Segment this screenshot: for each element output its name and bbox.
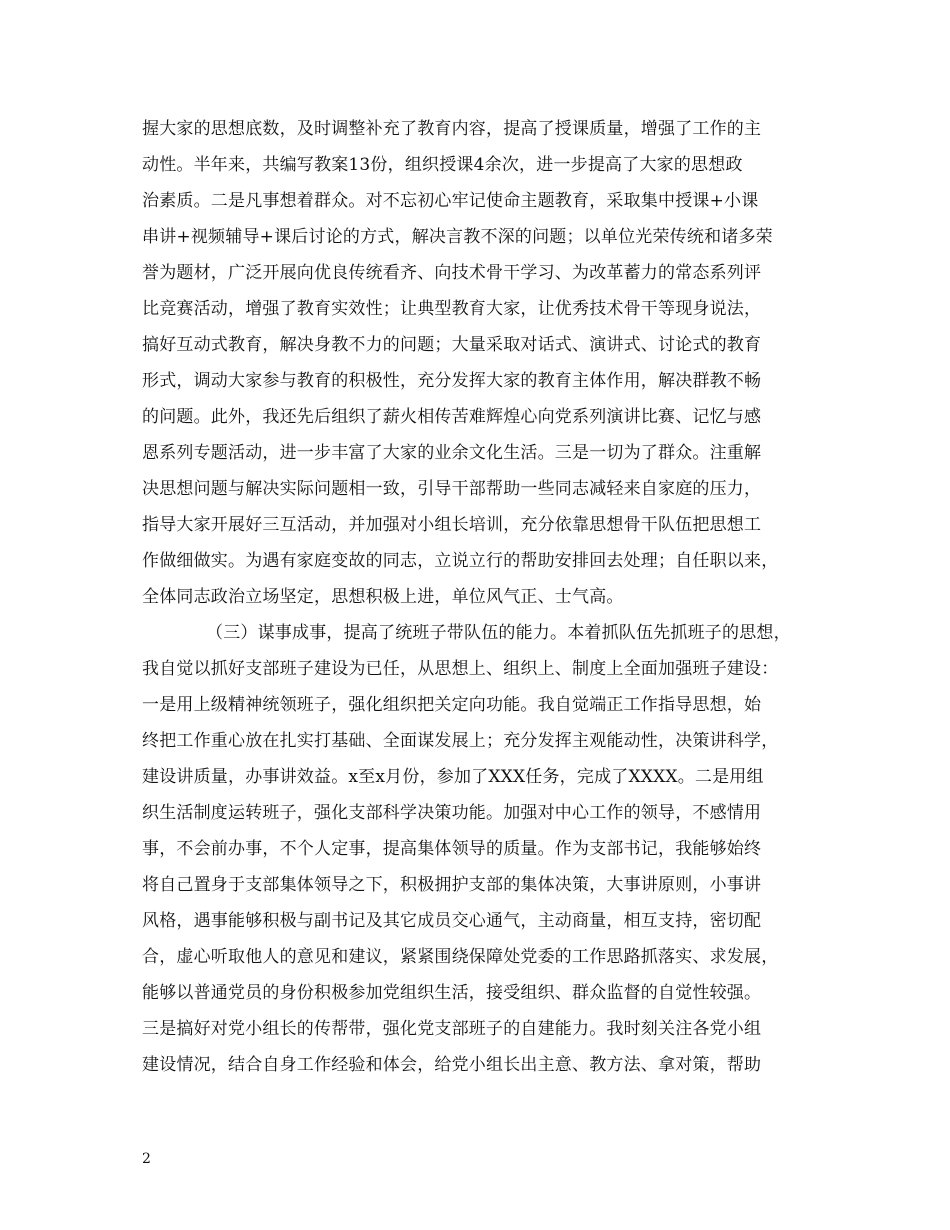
text-line: 事，不会前办事，不个人定事，提高集体领导的质量。作为支部书记，我能够始终: [142, 839, 762, 859]
text-line: 搞好互动式教育，解决身教不力的问题；大量采取对话式、演讲式、讨论式的教育: [142, 335, 762, 355]
text-line: 的问题。此外，我还先后组织了薪火相传苦难辉煌心向党系列演讲比赛、记忆与感: [142, 407, 762, 427]
text-line: 决思想问题与解决实际问题相一致，引导干部帮助一些同志减轻来自家庭的压力，: [142, 479, 762, 499]
text-line: 能够以普通党员的身份积极参加党组织生活，接受组织、群众监督的自觉性较强。: [142, 983, 762, 1003]
text-line: 誉为题材，广泛开展向优良传统看齐、向技术骨干学习、为改革蓄力的常态系列评: [142, 263, 762, 283]
section-heading-line: （三）谋事成事，提高了统班子带队伍的能力。本着抓队伍先抓班子的思想，: [206, 623, 791, 643]
text-line: 作做细做实。为遇有家庭变故的同志，立说立行的帮助安排回去处理；自任职以来，: [142, 551, 779, 571]
text-line: 织生活制度运转班子，强化支部科学决策功能。加强对中心工作的领导，不感情用: [142, 803, 762, 823]
text-line: 恩系列专题活动，进一步丰富了大家的业余文化生活。三是一切为了群众。注重解: [142, 443, 762, 463]
text-line: 指导大家开展好三互活动，并加强对小组长培训，充分依靠思想骨干队伍把思想工: [142, 515, 762, 535]
text-line: 全体同志政治立场坚定，思想积极上进，单位风气正、士气高。: [142, 587, 624, 607]
text-line: 合，虚心听取他人的意见和建议，紧紧围绕保障处党委的工作思路抓落实、求发展，: [142, 947, 779, 967]
text-line: 风格，遇事能够积极与副书记及其它成员交心通气，主动商量，相互支持，密切配: [142, 911, 762, 931]
text-line: 形式，调动大家参与教育的积极性，充分发挥大家的教育主体作用，解决群教不畅: [142, 371, 762, 391]
text-line: 终把工作重心放在扎实打基础、全面谋发展上；充分发挥主观能动性，决策讲科学，: [142, 731, 779, 751]
text-line: 串讲+视频辅导+课后讨论的方式，解决言教不深的问题；以单位光荣传统和诸多荣: [142, 227, 773, 247]
text-line: 将自己置身于支部集体领导之下，积极拥护支部的集体决策，大事讲原则，小事讲: [142, 875, 762, 895]
text-line: 建设讲质量，办事讲效益。x至x月份，参加了XXX任务，完成了XXXX。二是用组: [142, 767, 764, 787]
text-line: 握大家的思想底数，及时调整补充了教育内容，提高了授课质量，增强了工作的主: [142, 119, 762, 139]
page-number: 2: [142, 1151, 151, 1167]
text-line: 建设情况，结合自身工作经验和体会，给党小组长出主意、教方法、拿对策，帮助: [142, 1055, 762, 1075]
text-line: 比竞赛活动，增强了教育实效性；让典型教育大家，让优秀技术骨干等现身说法，: [142, 299, 762, 319]
text-line: 动性。半年来，共编写教案13份，组织授课4余次，进一步提高了大家的思想政: [142, 155, 743, 175]
text-line: 治素质。二是凡事想着群众。对不忘初心牢记使命主题教育，采取集中授课+小课: [142, 191, 759, 211]
text-line: 我自觉以抓好支部班子建设为已任，从思想上、组织上、制度上全面加强班子建设：: [142, 659, 779, 679]
text-line: 一是用上级精神统领班子，强化组织把关定向功能。我自觉端正工作指导思想，始: [142, 695, 762, 715]
text-line: 三是搞好对党小组长的传帮带，强化党支部班子的自建能力。我时刻关注各党小组: [142, 1019, 762, 1039]
